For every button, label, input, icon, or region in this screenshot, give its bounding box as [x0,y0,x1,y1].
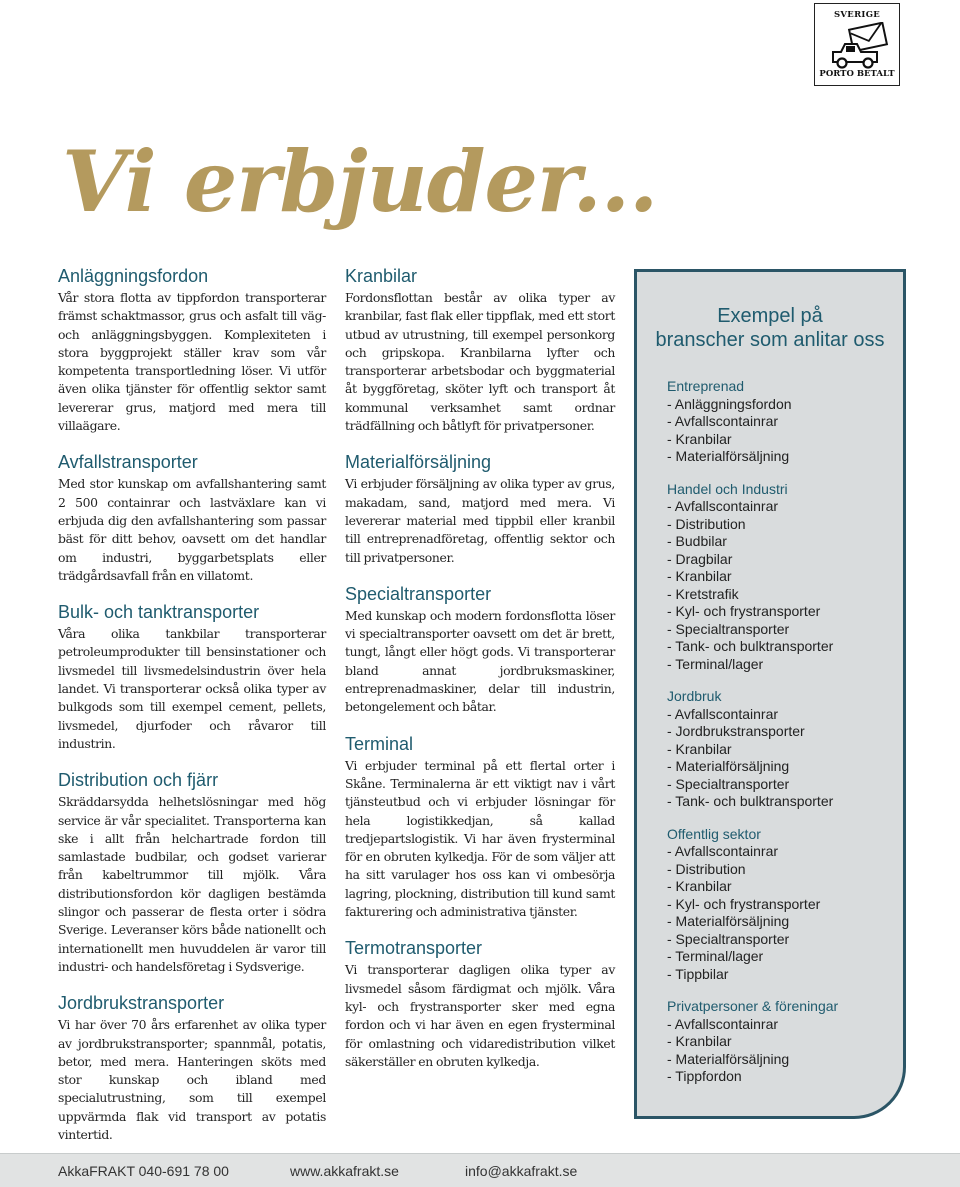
list-item: - Materialförsäljning [667,913,790,929]
section-title: Anläggningsfordon [58,266,209,286]
list-item: - Specialtransporter [667,930,790,947]
industry-group [667,688,893,811]
page-headline: Vi erbjuder... [62,132,658,231]
list-item: - Kranbilar [667,430,732,447]
section-text: Med kunskap och modern fordonsflotta löser vi specialtransporter oavsett om det är brett, tungt, långt eller högt gods. Vi transporterar bland annat jordbruksmaskiner, entreprenadmaskiner, delar till industrin, betongelement och båtar. [345,607,615,715]
stamp-postage-text: PORTO BETALT [819,69,895,79]
service-section [58,992,326,1144]
list-item: - Anläggningsfordon [667,395,792,412]
industry-group-title: Entreprenad [667,378,745,394]
section-text: Vi erbjuder försäljning av olika typer av grus, makadam, sand, matjord med mera. Vi levererar material med tippbil eller kranbil till entreprenadföretag, offentlig sektor och till privatpersoner. [345,476,615,565]
industry-service-list [667,843,893,983]
list-item: - Avfallscontainrar [667,413,779,429]
industry-group-title: Offentlig sektor [667,825,761,842]
list-item: - Kranbilar [667,1033,732,1049]
service-section [58,265,326,435]
industry-service-list [667,706,893,811]
list-item: - Avfallscontainrar [667,498,779,514]
industry-group-title: Jordbruk [667,688,722,704]
industry-group [667,378,893,466]
section-text: Skräddarsydda helhetslösningar med hög service är vår specialitet. Transporterna kan ske i allt från helchartrade fordon till samlastade budbilar, och godset varierar från kabeltrummor till mjölk. Våra distributionsfordon kör dagligen bestämda slingor och passerar de flesta orter i södra Sverige. Leveranser körs både nationellt och internationellt men huvuddelen är varor till industri- och handelsföretag i Sydsverige. [58,794,326,974]
service-section [58,451,326,585]
postage-stamp [814,3,900,86]
service-section [345,451,615,566]
section-title: Jordbrukstransporter [58,993,225,1014]
industry-service-list [667,396,893,466]
list-item: - Avfallscontainrar [667,1015,779,1032]
section-text: Vi transporterar dagligen olika typer av livsmedel såsom färdigmat och mjölk. Våra kyl- och frystransporter sker med egna fordon och vi har även en egen frysterminal för omlastning och vidaredistribution vilket säkerställer en obruten kylkedja. [345,962,615,1069]
section-text: Fordonsflottan består av olika typer av kranbilar, fast flak eller tippflak, med ett stort utbud av utrustning, till exempel personkorg och gripskopa. Kranbilarna lyfter och transporterar arbetsbodar och byggmaterial åt byggföretag, sköter lyft och transport åt kommunal verksamhet samt ordnar trädfällning och båtlyft för privatpersoner. [345,290,615,434]
industry-group [667,481,893,674]
list-item: - Budbilar [667,533,727,549]
list-item: - Specialtransporter [667,620,790,637]
list-item: - Materialförsäljning [667,1050,790,1067]
industry-group-title: Handel och Industri [667,480,788,497]
list-item: - Distribution [667,515,746,532]
list-item: - Terminal/lager [667,655,764,672]
list-item: - Materialförsäljning [667,448,790,464]
section-text: Vi erbjuder terminal på ett flertal orter i Skåne. Terminalerna är ett viktigt nav i vårt tjänsteutbud och vi erbjuder lösningar för hela logistikkedjan, så kallad tredjepartslogistik. Vi har även frysterminal för en obruten kylkedja. För de som väljer att ha sitt varulager hos oss kan vi ombesörja lagring, plockning, distribution till kund samt fakturering och administrativa tjänster. [345,757,615,920]
section-text: Våra olika tankbilar transporterar petroleumprodukter till bensinstationer och livsmedel till livsmedelsindustrin över hela landet. Vi transporterar också olika typer av bulkgods som till exempel cement, pellets, livsmedel, djurfoder och råvaror till industrin. [58,626,326,751]
section-title: Bulk- och tanktransporter [58,602,260,623]
services-column-right [345,265,615,1087]
footer-website-link[interactable]: www.akkafrakt.se [290,1163,399,1179]
list-item: - Tank- och bulktransporter [667,638,834,654]
services-column-left [58,265,326,1160]
footer-email-link[interactable]: info@akkafrakt.se [465,1163,578,1179]
industry-group [667,998,893,1086]
list-item: - Kyl- och frystransporter [667,603,821,619]
list-item: - Distribution [667,860,746,877]
section-title: Terminal [345,733,414,754]
industry-service-list [667,498,893,673]
footer-company-phone: AkkaFRAKT 040-691 78 00 [58,1163,229,1179]
list-item: - Dragbilar [667,550,733,567]
industry-group-title: Privatpersoner & föreningar [667,998,839,1014]
section-text: Vi har över 70 års erfarenhet av olika typer av jordbrukstransporter; spannmål, potatis, betor, med mera. Hanteringen sköts med stor kunskap och ibland med specialutrustning, som till exempel uppvärmda flak vid transport av potatis vintertid. [58,1017,326,1142]
section-text: Vår stora flotta av tippfordon transporterar främst schaktmassor, grus och asfalt till väg- och anläggningsbyggen. Komplexiteten i stora byggprojekt ställer krav som vår kompetenta transportledning löser. Vi utför även olika tjänster för offentlig sektor samt levererar grus, matjord med mera till villaägare. [58,290,326,434]
list-item: - Kyl- och frystransporter [667,895,821,912]
sidebar-title-line: Exempel på [717,305,823,327]
service-section [345,733,615,922]
service-section [345,937,615,1071]
list-item: - Tippfordon [667,1068,742,1084]
list-item: - Specialtransporter [667,775,790,792]
list-item: - Kranbilar [667,568,732,584]
section-title: Avfallstransporter [58,452,198,473]
section-title: Termotransporter [345,938,483,959]
list-item: - Kretstrafik [667,585,739,602]
list-item: - Tippbilar [667,965,729,982]
list-item: - Avfallscontainrar [667,843,779,859]
list-item: - Terminal/lager [667,948,764,964]
service-section [58,769,326,976]
truck-envelope-icon [827,22,889,70]
section-title: Materialförsäljning [345,452,492,473]
sidebar-title [637,304,903,352]
service-section [345,583,615,717]
industries-sidebar [634,269,906,1119]
section-text: Med stor kunskap om avfallshantering samt 2 500 containrar och lastväxlare kan vi erbjuda dig den avfallshantering som passar bäst för ditt behov, oavsett om det handlar om industri, byggarbetsplats eller trädgårdsavfall från en villatomt. [58,476,326,583]
service-section [58,601,326,753]
section-title: Specialtransporter [345,583,492,604]
list-item: - Materialförsäljning [667,758,790,774]
list-item: - Jordbrukstransporter [667,723,805,739]
service-section [345,265,615,435]
section-title: Distribution och fjärr [58,770,219,791]
section-title: Kranbilar [345,266,418,286]
industry-groups [667,378,893,1101]
list-item: - Avfallscontainrar [667,705,779,722]
stamp-country: SVERIGE [833,10,881,20]
sidebar-title-line: branscher som anlitar oss [655,329,885,351]
list-item: - Kranbilar [667,878,732,894]
industry-group [667,826,893,984]
list-item: - Tank- och bulktransporter [667,793,834,809]
list-item: - Kranbilar [667,740,732,757]
footer [0,1153,960,1187]
industry-service-list [667,1016,893,1086]
